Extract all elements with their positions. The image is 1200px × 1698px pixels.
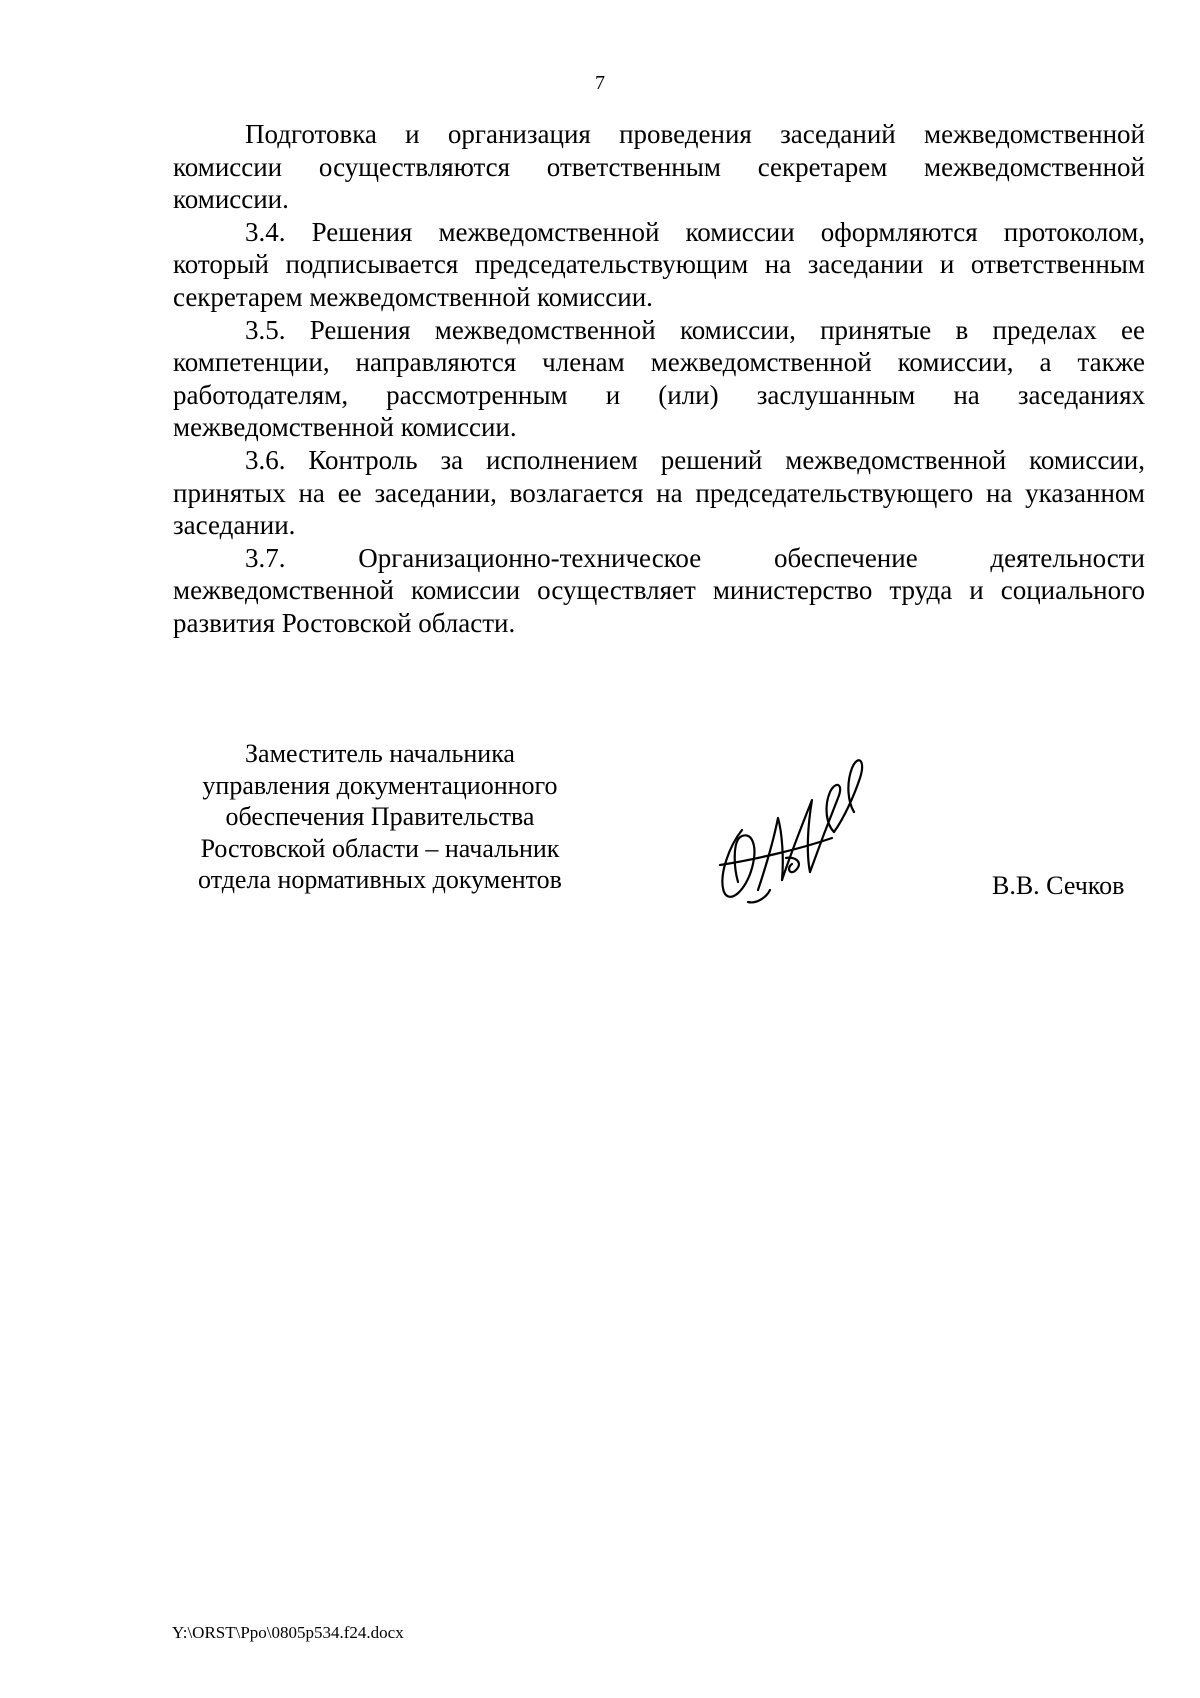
position-line: Заместитель начальника	[245, 739, 515, 768]
paragraph-3-6: 3.6. Контроль за исполнением решений межведомственной комиссии, принятых на ее заседании, возлагается на председательствующего на указанном заседании.	[173, 444, 1145, 541]
handwritten-signature	[712, 740, 892, 910]
position-line: Ростовской области – начальник	[200, 833, 560, 863]
paragraph-meeting-preparation: Подготовка и организация проведения заседаний межведомственной комиссии осуществляются ответственным секретарем межведомственной комиссии.	[173, 119, 1145, 215]
paragraph-3-7: 3.7. Организационно-техническое обеспечение деятельности межведомственной комиссии осуществляет министерство труда и социального развития Ростовской области.	[173, 542, 1145, 638]
position-line: обеспечения Правительства	[225, 802, 535, 832]
position-line: отдела нормативных документов	[198, 865, 562, 895]
document-body	[173, 118, 1145, 640]
signatory-position	[170, 738, 590, 896]
paragraph-3-4: 3.4. Решения межведомственной комиссии оформляются протоколом, который подписывается председательствующим на заседании и ответственным секретарем межведомственной комиссии.	[173, 216, 1145, 312]
signer-name: В.В. Сечков	[992, 871, 1125, 900]
file-path-footer: Y:\ORST\Ppo\0805p534.f24.docx	[172, 1623, 404, 1642]
paragraph-3-5: 3.5. Решения межведомственной комиссии, принятые в пределах ее компетенции, направляются членам межведомственной комиссии, а также работодателям, рассмотренным и (или) заслушанным на заседаниях межведомственной комиссии.	[173, 314, 1145, 443]
position-line: управления документационного	[202, 770, 558, 800]
page-number: 7	[595, 72, 605, 94]
